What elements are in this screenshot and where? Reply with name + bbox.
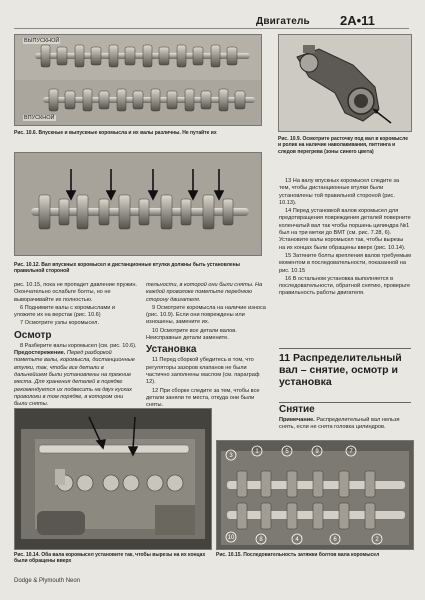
photo-rocker-shafts bbox=[14, 34, 262, 126]
seq-number: 1 bbox=[255, 449, 259, 455]
caption-fig-10-9: Рис. 10.9. Осмотрите расточку под вал в коромысле и ролик на наличие наволакивания, питтинга и следов перегрева (зоны синего цвета) bbox=[278, 136, 408, 155]
seq-number: 5 bbox=[285, 449, 289, 455]
paragraph-8: 8 Разберите валы коромысел (см. рис. 10.6) bbox=[20, 342, 136, 349]
paragraph-7: 7 Осмотрите узлы коромысел. bbox=[20, 320, 99, 327]
header-divider bbox=[14, 28, 409, 29]
paragraph-8-cont: тельности, в которой они были сняты. На каждой проволоке пометьте переднюю сторону двигателя. bbox=[146, 282, 263, 303]
text-column-3 bbox=[279, 178, 411, 299]
chapter-title: Двигатель bbox=[256, 16, 310, 27]
paragraph-9: 9 Осмотрите коромысла на наличие износа (рис. 10.9). Если они повреждены или изношены, замените их. bbox=[146, 304, 266, 326]
note-label: Примечание. bbox=[279, 417, 315, 423]
caption-fig-10-12: Рис. 10.12. Вал впускных коромысел и дистанционные втулки должны быть установлены правильной стороной bbox=[14, 262, 240, 275]
note-text: Распределительный вал нельзя снять, если не снята головка цилиндров. bbox=[279, 417, 400, 431]
subheading-installation: Установка bbox=[146, 344, 197, 356]
seq-number: 2 bbox=[375, 537, 379, 543]
caption-fig-10-15: Рис. 10.15. Последовательность затяжки болтов вала коромысел bbox=[216, 552, 380, 558]
seq-number: 9 bbox=[315, 449, 319, 455]
paragraph-13: 13 На валу впускных коромысел следите за тем, чтобы дистанционные втулки были установлены той правильной стороной (рис. 10.13). bbox=[279, 178, 400, 206]
section-11-title: 11 Распределительный вал – снятие, осмотр и установка bbox=[279, 348, 411, 403]
paragraph-5-cont: рис. 10.15, пока не пропадет давление пружин. Окончательно ослабьте болты, но не выворачивайте их полностью. bbox=[14, 282, 137, 303]
paragraph-12: 12 При сборке следите за тем, чтобы все детали заняли те места, откуда они были сняты. bbox=[146, 387, 260, 409]
paragraph-6: 6 Поднимите валы с коромыслами и уложите их на верстак (рис. 10.6) bbox=[14, 304, 116, 319]
label-intake: ВПУСКНОЙ bbox=[24, 115, 55, 121]
seq-number: 8 bbox=[259, 537, 263, 543]
paragraph-14: 14 Перед установкой валов коромысел для предотвращения повреждения деталей поверните коленчатый вал так чтобы поршень цилиндра №1 был на три метки до ВМТ (см. рис. 7.28, 6). Установите валы коромысел так, чтобы вырезы на их концах были обращены вверх (рис. 10.14). bbox=[279, 208, 411, 251]
seq-number: 7 bbox=[349, 449, 353, 455]
seq-number: 10 bbox=[227, 535, 235, 541]
caption-fig-10-6: Рис. 10.6. Впускные и выпускные коромысла и их валы различны. Не путайте их bbox=[14, 130, 217, 136]
paragraph-16: 16 В остальном установка выполняется в последовательности, обратной снятию, проверьте правильность работы двигателя. bbox=[279, 275, 411, 297]
text-column-2 bbox=[146, 282, 270, 410]
text-column-3-lower bbox=[279, 402, 411, 433]
photo-intake-shaft-spacers bbox=[14, 152, 262, 256]
subheading-removal: Снятие bbox=[279, 404, 315, 415]
paragraph-11: 11 Перед сборкой убедитесь в том, что регуляторы зазоров клапанов не были частично заполнены маслом (см. параграф 12). bbox=[146, 357, 260, 386]
text-column-1: рис. 10.15, пока не пропадет давление пружин. Окончательно ослабьте болты, но не выворачивайте их полностью. 6 Поднимите валы с коромыслами и уложите их на верстак (рис. 10.6) 7 Осмотрите узлы коромысел. Осмотр 8 Разберите валы коромысел (см. рис. 10.6). Предостережение. Перед разборкой пометьте валы, коромысла, дистанционные втулки, так, чтобы все детали в дальнейшем были установлены на прежние места. Для хранения деталей в порядке рекомендуется их подвесить на двух кусках проволоки в том порядке, в котором они были сняты. bbox=[14, 282, 137, 408]
page-number: 2A•11 bbox=[340, 13, 375, 28]
seq-number: 4 bbox=[295, 537, 299, 543]
caption-fig-10-14: Рис. 10.14. Оба вала коромысел установите так, чтобы вырезы на их концах были обращены вверх bbox=[14, 552, 206, 565]
photo-bolt-sequence bbox=[216, 440, 414, 550]
subheading-inspection: Осмотр bbox=[14, 329, 52, 341]
paragraph-15: 15 Затяните болты крепления валов требуемым моментом в последовательности, показанной на рис. 10.15 bbox=[279, 252, 411, 274]
paragraph-10: 10 Осмотрите все детали валов. Неисправные детали замените. bbox=[146, 327, 237, 342]
warning-text: Перед разборкой пометьте валы, коромысла, дистанционные втулки, так, чтобы все детали в дальнейшем были установлены на прежние места. Для хранения деталей в порядке рекомендуется их подвесить на двух кусках проволоки в том порядке, в котором они были сняты. bbox=[14, 350, 135, 408]
warning-label: Предостережение. bbox=[14, 350, 66, 357]
label-exhaust: ВЫПУСКНОЙ bbox=[24, 38, 60, 44]
seq-number: 6 bbox=[333, 537, 337, 543]
photo-shafts-installed bbox=[14, 408, 212, 550]
seq-number: 3 bbox=[229, 453, 233, 459]
footer-publication: Dodge & Plymouth Neon bbox=[14, 578, 81, 584]
photo-rocker-arm bbox=[278, 34, 412, 132]
